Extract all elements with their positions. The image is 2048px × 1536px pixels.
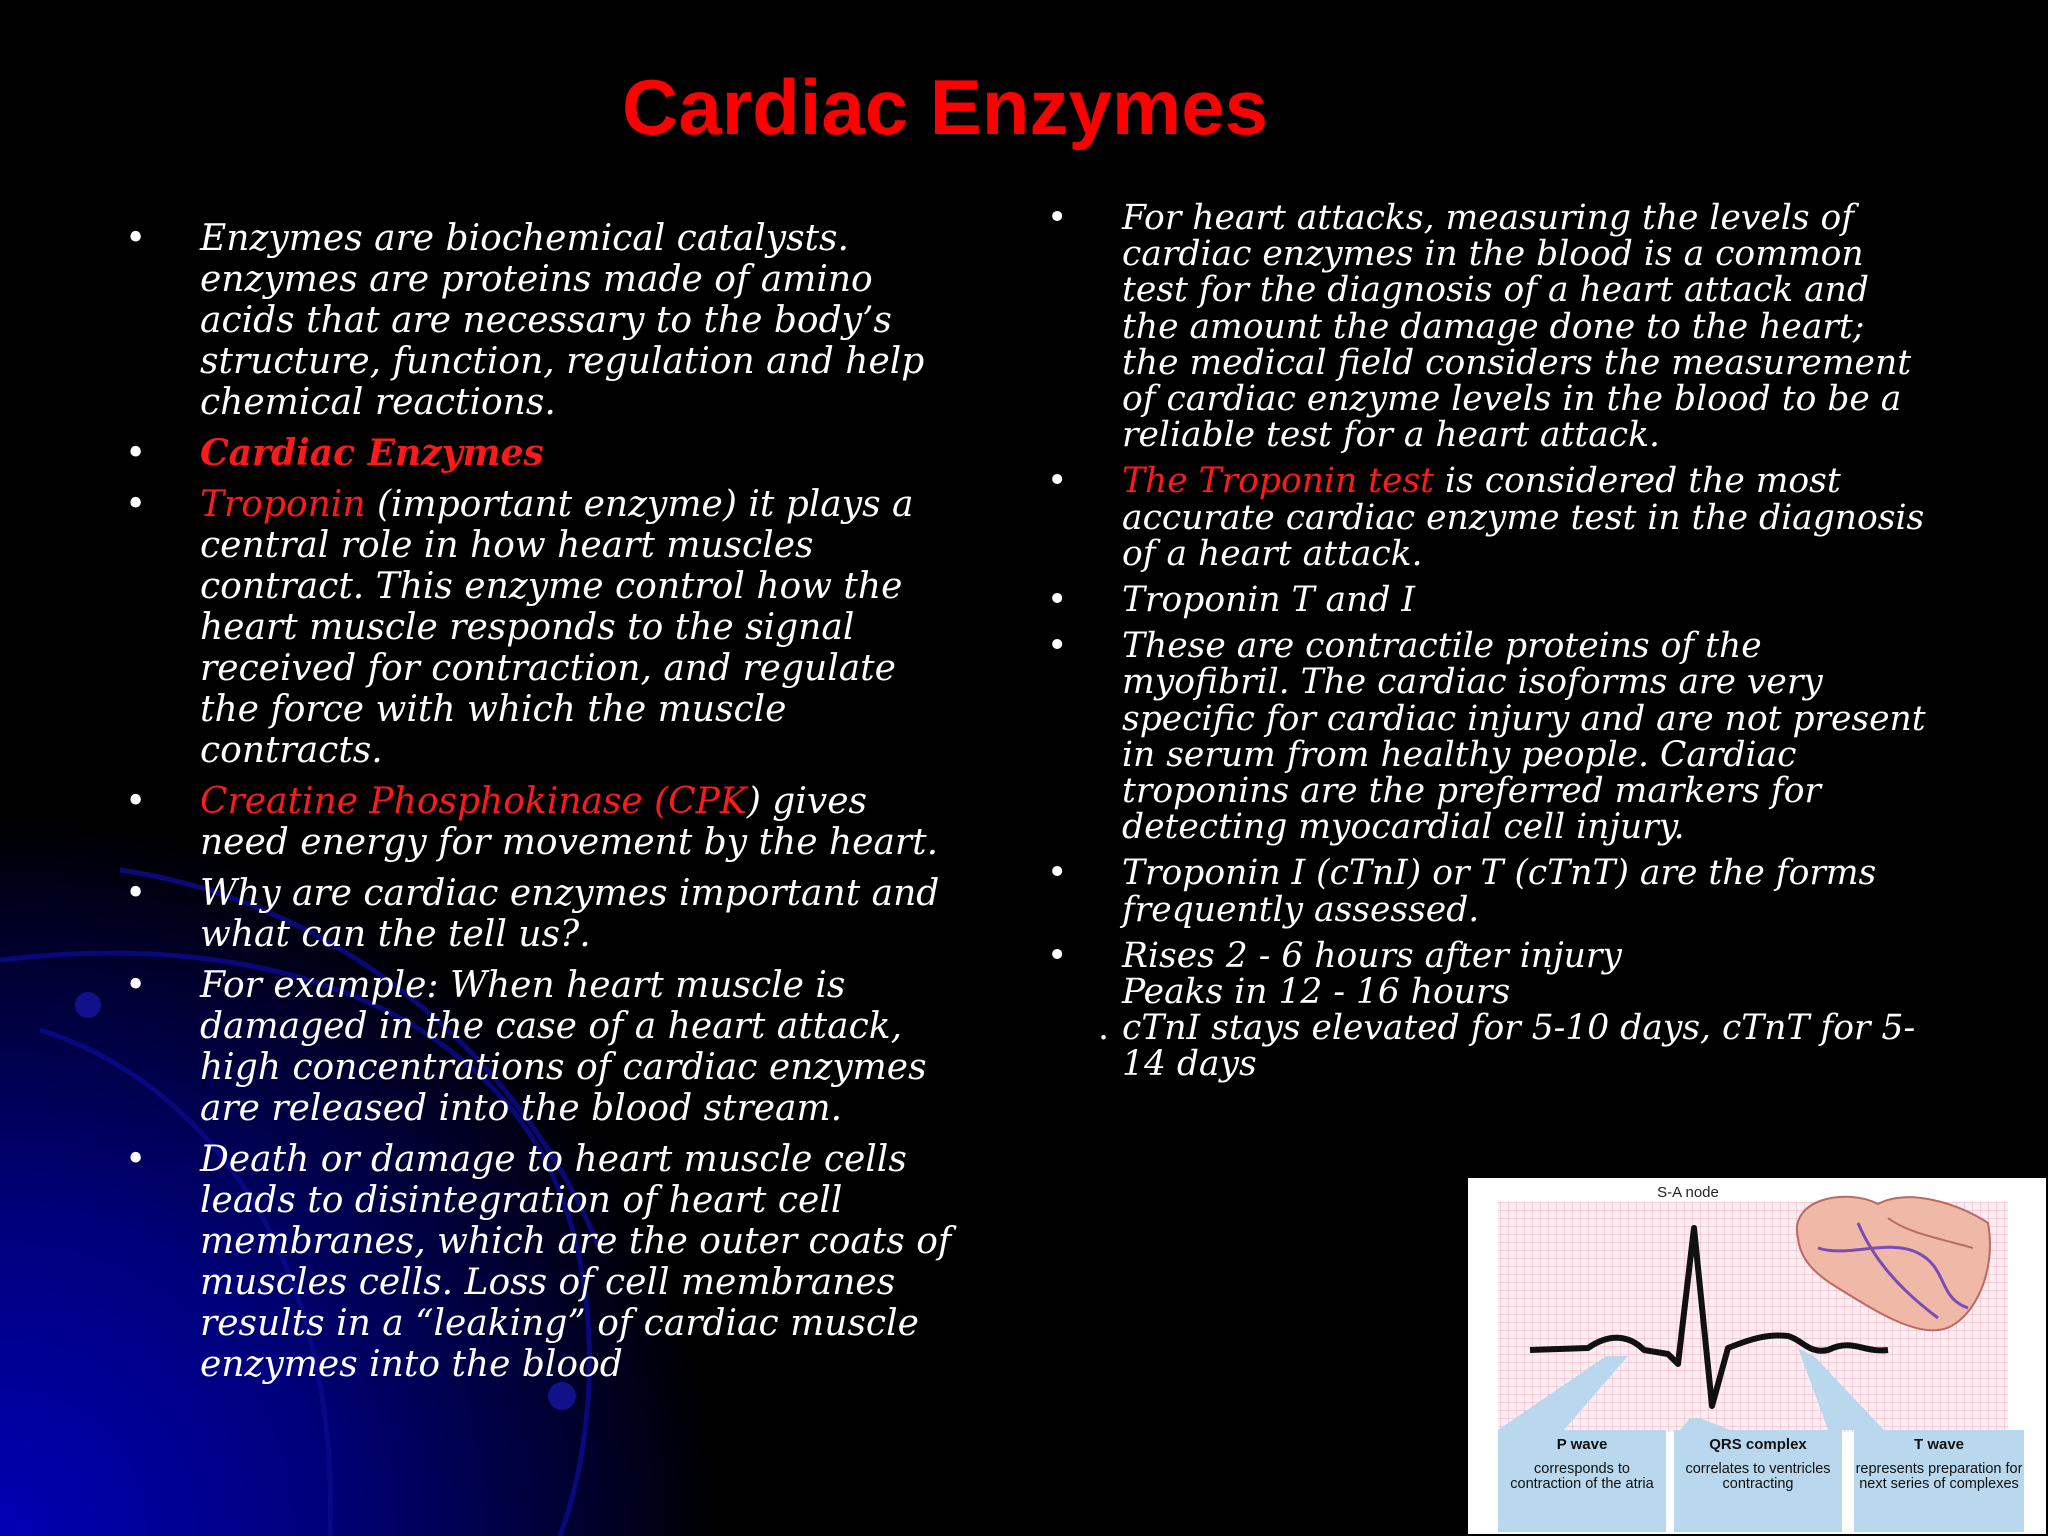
- list-item: • Troponin T and I: [1047, 582, 1927, 618]
- list-item: • For example: When heart muscle is damaged in the case of a heart attack, high concentrations of cardiac enzymes are released into the blood stream.: [125, 965, 955, 1129]
- list-item: • Rises 2 - 6 hours after injury Peaks in 12 - 16 hours . cTnI stays elevated for 5-10 days, cTnT for 5-14 days: [1047, 938, 1927, 1083]
- qrs-desc: correlates to ventricles contracting: [1685, 1461, 1831, 1492]
- sa-node-label: S-A node: [1657, 1184, 1719, 1201]
- t-wave-callout: [1854, 1430, 2024, 1532]
- list-item: • The Troponin test is considered the most accurate cardiac enzyme test in the diagnosis of a heart attack.: [1047, 463, 1927, 572]
- list-item: • Death or damage to heart muscle cells leads to disintegration of heart cell membranes, which are the outer coats of muscles cells. Loss of cell membranes results in a “leaking” of cardiac muscle enzymes into the blood: [125, 1139, 955, 1385]
- p-wave-desc: corresponds to contraction of the atria: [1510, 1461, 1654, 1492]
- ecg-figure: [1468, 1178, 2046, 1534]
- list-item: • For heart attacks, measuring the levels of cardiac enzymes in the blood is a common test for the diagnosis of a heart attack and the amount the damage done to the heart; the medical field considers the measurement of cardiac enzyme levels in the blood to be a reliable test for a heart attack.: [1047, 200, 1927, 453]
- cardiac-enzymes-heading: Cardiac Enzymes: [200, 432, 544, 474]
- troponin-highlight: Troponin: [200, 484, 366, 525]
- left-bullet-list: [125, 218, 955, 1395]
- list-item: • Why are cardiac enzymes important and what can the tell us?.: [125, 873, 955, 955]
- list-item: • These are contractile proteins of the myofibril. The cardiac isoforms are very specific for cardiac injury and are not present in serum from healthy people. Cardiac troponins are the preferred markers for detecting myocardial cell injury.: [1047, 628, 1927, 845]
- list-item: • Troponin I (cTnI) or T (cTnT) are the forms frequently assessed.: [1047, 855, 1927, 927]
- t-wave-desc: represents preparation for next series of complexes: [1855, 1461, 2023, 1492]
- list-item: • Enzymes are biochemical catalysts. enzymes are proteins made of amino acids that are necessary to the body’s structure, function, regulation and help chemical reactions.: [125, 218, 955, 423]
- qrs-title: QRS complex: [1709, 1436, 1807, 1453]
- list-item: • Troponin (important enzyme) it plays a central role in how heart muscles contract. This enzyme control how the heart muscle responds to the signal received for contraction, and regulate the force with which the muscle contracts.: [125, 484, 955, 771]
- t-wave-title: T wave: [1913, 1436, 1965, 1453]
- troponin-test-highlight: The Troponin test: [1122, 461, 1435, 502]
- p-wave-callout: [1498, 1430, 1666, 1532]
- sub-bullet-dot: .: [1098, 1008, 1109, 1049]
- list-item: • Creatine Phosphokinase (CPK) gives need energy for movement by the heart.: [125, 781, 955, 863]
- list-item: [125, 433, 955, 474]
- right-bullet-list: [1047, 200, 1927, 1093]
- p-wave-title: P wave: [1556, 1436, 1608, 1453]
- qrs-complex-callout: [1674, 1430, 1842, 1532]
- cpk-highlight: Creatine Phosphokinase (CPK: [200, 781, 747, 822]
- slide-title: Cardiac Enzymes: [622, 63, 1268, 151]
